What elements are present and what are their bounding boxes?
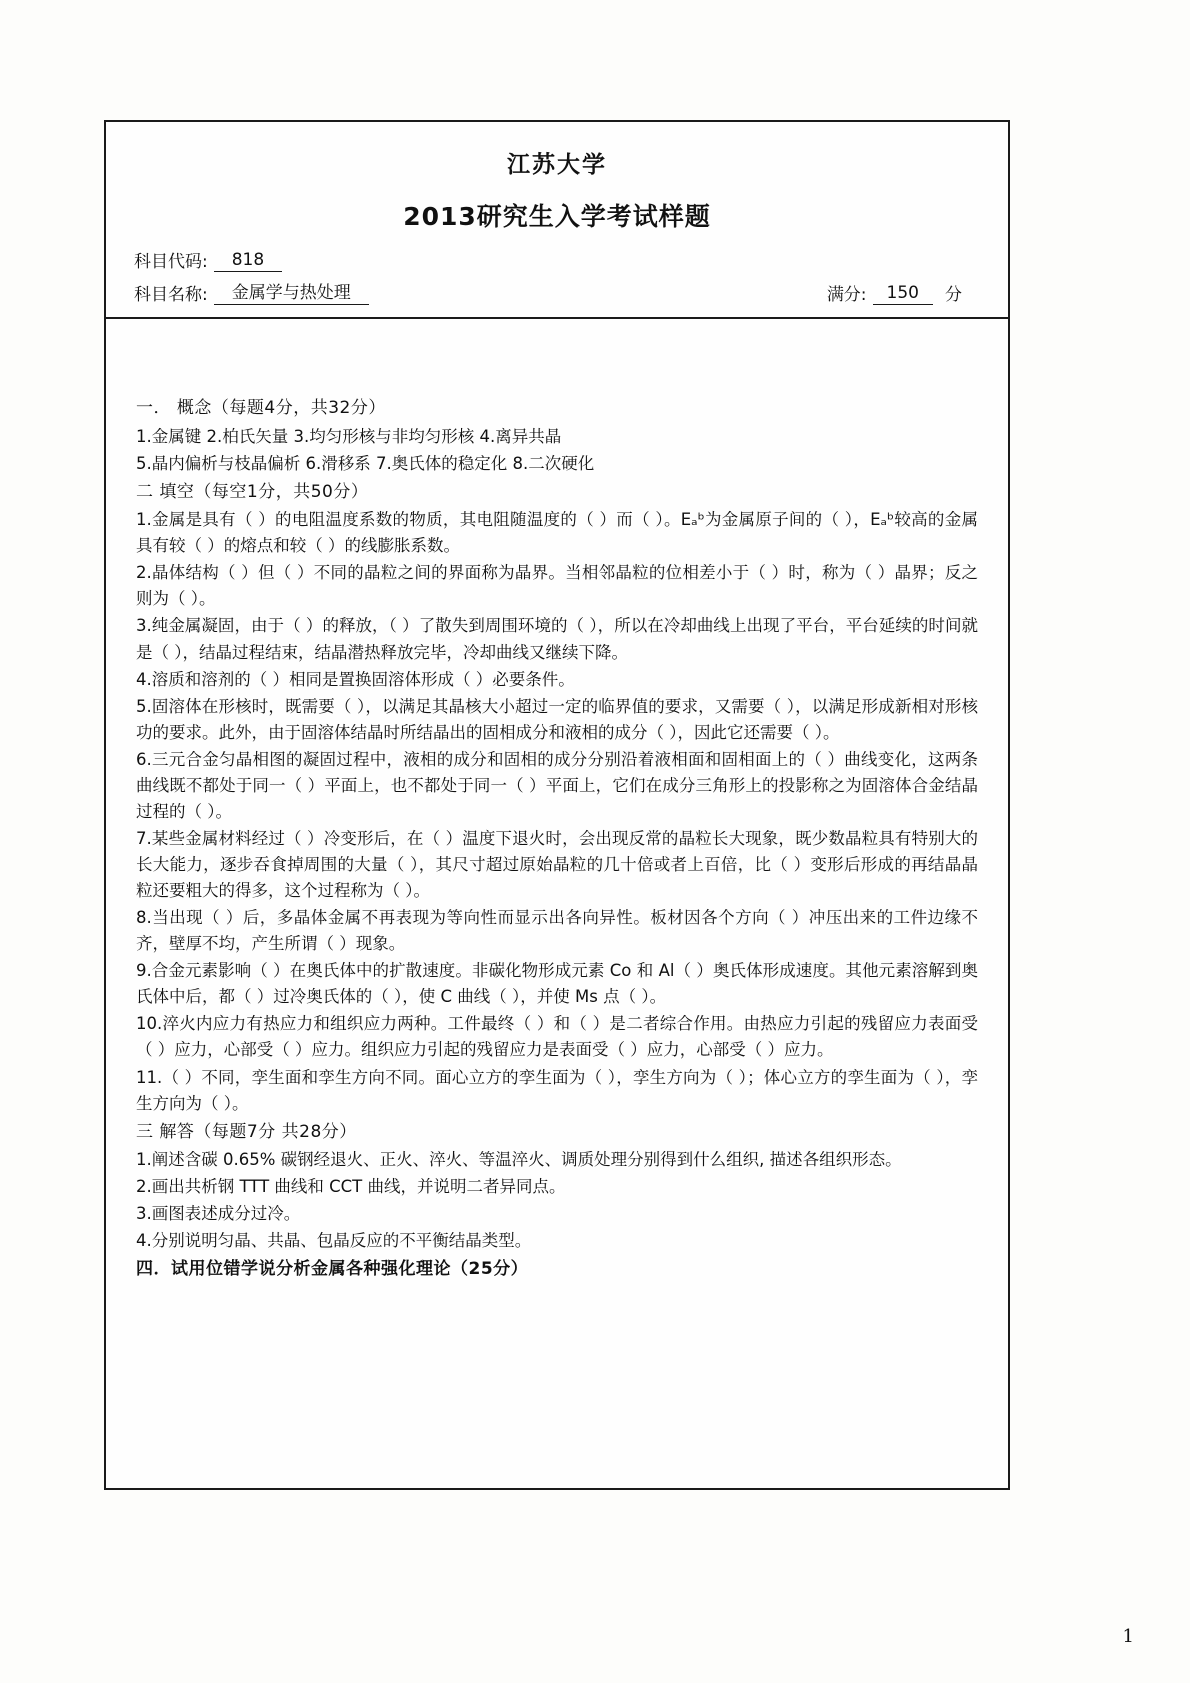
subject-code-row xyxy=(134,247,980,272)
answer-item-3: 3.画图表述成分过冷。 xyxy=(136,1204,301,1224)
subject-code-value: 818 xyxy=(214,250,282,272)
page-number: 1 xyxy=(1122,1626,1134,1647)
section-two-title: 二 填空（每空1分，共50分） xyxy=(136,481,369,502)
fill-item-7: 7.某些金属材料经过（ ）冷变形后，在（ ）温度下退火时，会出现反常的晶粒长大现象，既少数晶粒具有特别大的长大能力，逐步吞食掉周围的大量（ ），其尺寸超过原始晶粒的几十倍或者上百倍，比（ ）变形后形成的再结晶晶粒还要粗大的得多，这个过程称为（ ）。 xyxy=(136,828,978,901)
paper-body xyxy=(106,319,1008,1295)
section-one-line-2: 5.晶内偏析与枝晶偏析 6.滑移系 7.奥氏体的稳定化 8.二次硬化 xyxy=(136,453,595,473)
fill-item-11: 11.（ ）不同，孪生面和孪生方向不同。面心立方的孪生面为（ ），孪生方向为（ ）；体心立方的孪生面为（ ），孪生方向为（ ）。 xyxy=(136,1067,978,1113)
subject-name-label: 科目名称: xyxy=(134,285,208,305)
exam-title: 2013研究生入学考试样题 xyxy=(403,202,711,231)
full-score-value: 150 xyxy=(873,283,933,305)
exam-paper-frame xyxy=(104,120,1010,1490)
answer-item-4: 4.分别说明匀晶、共晶、包晶反应的不平衡结晶类型。 xyxy=(136,1231,532,1251)
subject-code-label: 科目代码: xyxy=(134,252,208,272)
fill-item-8: 8.当出现（ ）后，多晶体金属不再表现为等向性而显示出各向异性。板材因各个方向（ ）冲压出来的工件边缘不齐，壁厚不均，产生所谓（ ）现象。 xyxy=(136,908,978,954)
university-name: 江苏大学 xyxy=(507,152,607,178)
fill-item-4: 4.溶质和溶剂的（ ）相同是置换固溶体形成（ ）必要条件。 xyxy=(136,669,575,689)
fill-item-10: 10.淬火内应力有热应力和组织应力两种。工件最终（ ）和（ ）是二者综合作用。由热应力引起的残留应力表面受（ ）应力，心部受（ ）应力。组织应力引起的残留应力是表面受（ ）应力，心部受（ ）应力。 xyxy=(136,1014,978,1060)
full-score-unit: 分 xyxy=(945,285,962,305)
fill-item-1: 1.金属是具有（ ）的电阻温度系数的物质，其电阻随温度的（ ）而（ ）。Eₐᵇ为金属原子间的（ ），Eₐᵇ较高的金属具有较（ ）的熔点和较（ ）的线膨胀系数。 xyxy=(136,510,978,556)
full-score-group xyxy=(827,280,962,305)
fill-item-6: 6.三元合金匀晶相图的凝固过程中，液相的成分和固相的成分分别沿着液相面和固相面上的（ ）曲线变化，这两条曲线既不都处于同一（ ）平面上，也不都处于同一（ ）平面上，它们在成分三角形上的投影称之为固溶体合金结晶过程的（ ）。 xyxy=(136,749,978,821)
section-one-title: 一． 概念（每题4分，共32分） xyxy=(136,398,386,418)
section-three-title: 三 解答（每题7分 共28分） xyxy=(136,1121,357,1142)
fill-item-2: 2.晶体结构（ ）但（ ）不同的晶粒之间的界面称为晶界。当相邻晶粒的位相差小于（ ）时，称为（ ）晶界；反之则为（ ）。 xyxy=(136,563,978,609)
paper-header xyxy=(106,122,1008,319)
subject-name-value: 金属学与热处理 xyxy=(214,278,369,305)
fill-item-3: 3.纯金属凝固，由于（ ）的释放，（ ）了散失到周围环境的（ ），所以在冷却曲线上出现了平台，平台延续的时间就是（ ），结晶过程结束，结晶潜热释放完毕，冷却曲线又继续下降。 xyxy=(136,616,978,662)
fill-item-5: 5.固溶体在形核时，既需要（ ），以满足其晶核大小超过一定的临界值的要求，又需要（ ），以满足形成新相对形核功的要求。此外，由于固溶体结晶时所结晶出的固相成分和液相的成分（ ），因此它还需要（ ）。 xyxy=(136,696,978,742)
answer-item-2: 2.画出共析钢 TTT 曲线和 CCT 曲线，并说明二者异同点。 xyxy=(136,1177,566,1197)
paper-meta xyxy=(134,247,980,305)
full-score-label: 满分: xyxy=(826,285,867,305)
fill-item-9: 9.合金元素影响（ ）在奥氏体中的扩散速度。非碳化物形成元素 Co 和 Al（ ）奥氏体形成速度。其他元素溶解到奥氏体中后，都（ ）过冷奥氏体的（ ），使 C 曲线（ ），并使 Ms 点（ ）。 xyxy=(136,961,978,1007)
section-one-line-1: 1.金属键 2.柏氏矢量 3.均匀形核与非均匀形核 4.离异共晶 xyxy=(136,426,562,446)
answer-item-1: 1.阐述含碳 0.65% 碳钢经退火、正火、淬火、等温淬火、调质处理分别得到什么组织, 描述各组织形态。 xyxy=(136,1150,902,1170)
subject-name-row xyxy=(134,278,980,305)
section-four-title: 四．试用位错学说分析金属各种强化理论（25分） xyxy=(136,1259,529,1280)
